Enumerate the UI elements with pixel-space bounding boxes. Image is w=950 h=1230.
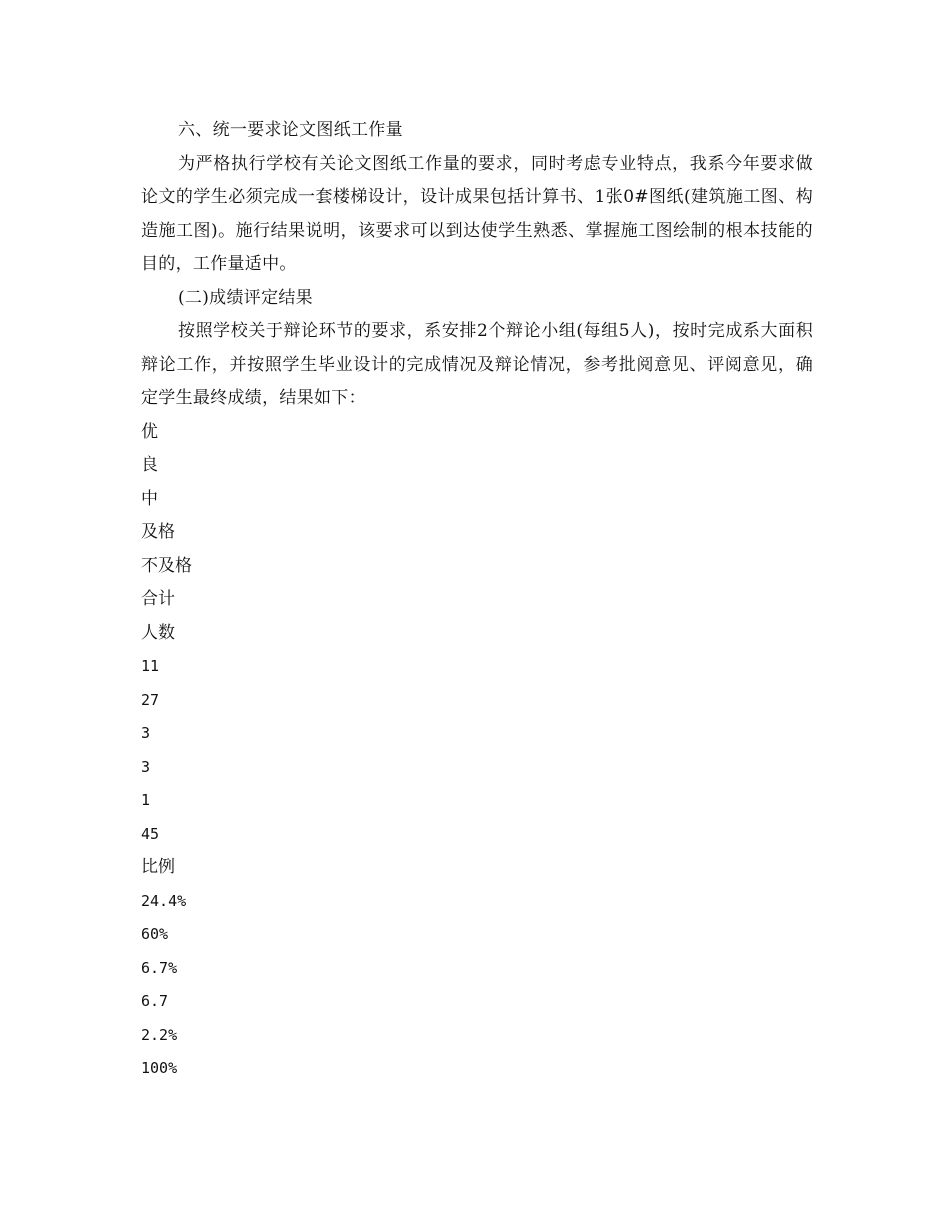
count-value: 1 [141,791,151,809]
grade-section-heading: (二)成绩评定结果 [178,287,313,308]
grade-category: 优 [141,421,158,442]
grade-section-body: 按照学校关于辩论环节的要求，系安排2个辩论小组(每组5人)，按时完成系大面积辩论工作，并按照学生毕业设计的完成情况及辩论情况，参考批阅意见、评阅意见，确定学生最终成绩，结果如下： [141,321,813,408]
ratio-label: 比例 [141,857,175,877]
ratio-value: 24.4% [141,891,187,910]
grade-table-flattened [141,416,813,1086]
grade-category: 良 [141,455,158,475]
count-value: 45 [141,824,160,843]
grade-category: 中 [141,488,158,509]
document-content [141,114,813,1086]
ratio-value: 6.7% [141,958,178,977]
count-value: 27 [141,690,160,709]
grade-category: 合计 [141,589,175,609]
section-six-body: 为严格执行学校有关论文图纸工作量的要求，同时考虑专业特点，我系今年要求做论文的学生必须完成一套楼梯设计，设计成果包括计算书、1张0#图纸(建筑施工图、构造施工图)。施行结果说明，该要求可以到达使学生熟悉、掌握施工图绘制的根本技能的目的，工作量适中。 [141,153,813,274]
ratio-value: 60% [141,925,169,943]
ratio-value: 100% [141,1059,178,1077]
count-label: 人数 [141,622,175,643]
ratio-value: 2.2% [141,1025,178,1044]
count-value: 3 [141,724,151,742]
count-value: 3 [141,757,151,776]
count-value: 11 [141,657,160,675]
ratio-value: 6.7 [141,992,169,1010]
grade-category: 不及格 [141,555,192,576]
grade-category: 及格 [141,522,175,542]
section-six-heading: 六、统一要求论文图纸工作量 [178,120,403,140]
